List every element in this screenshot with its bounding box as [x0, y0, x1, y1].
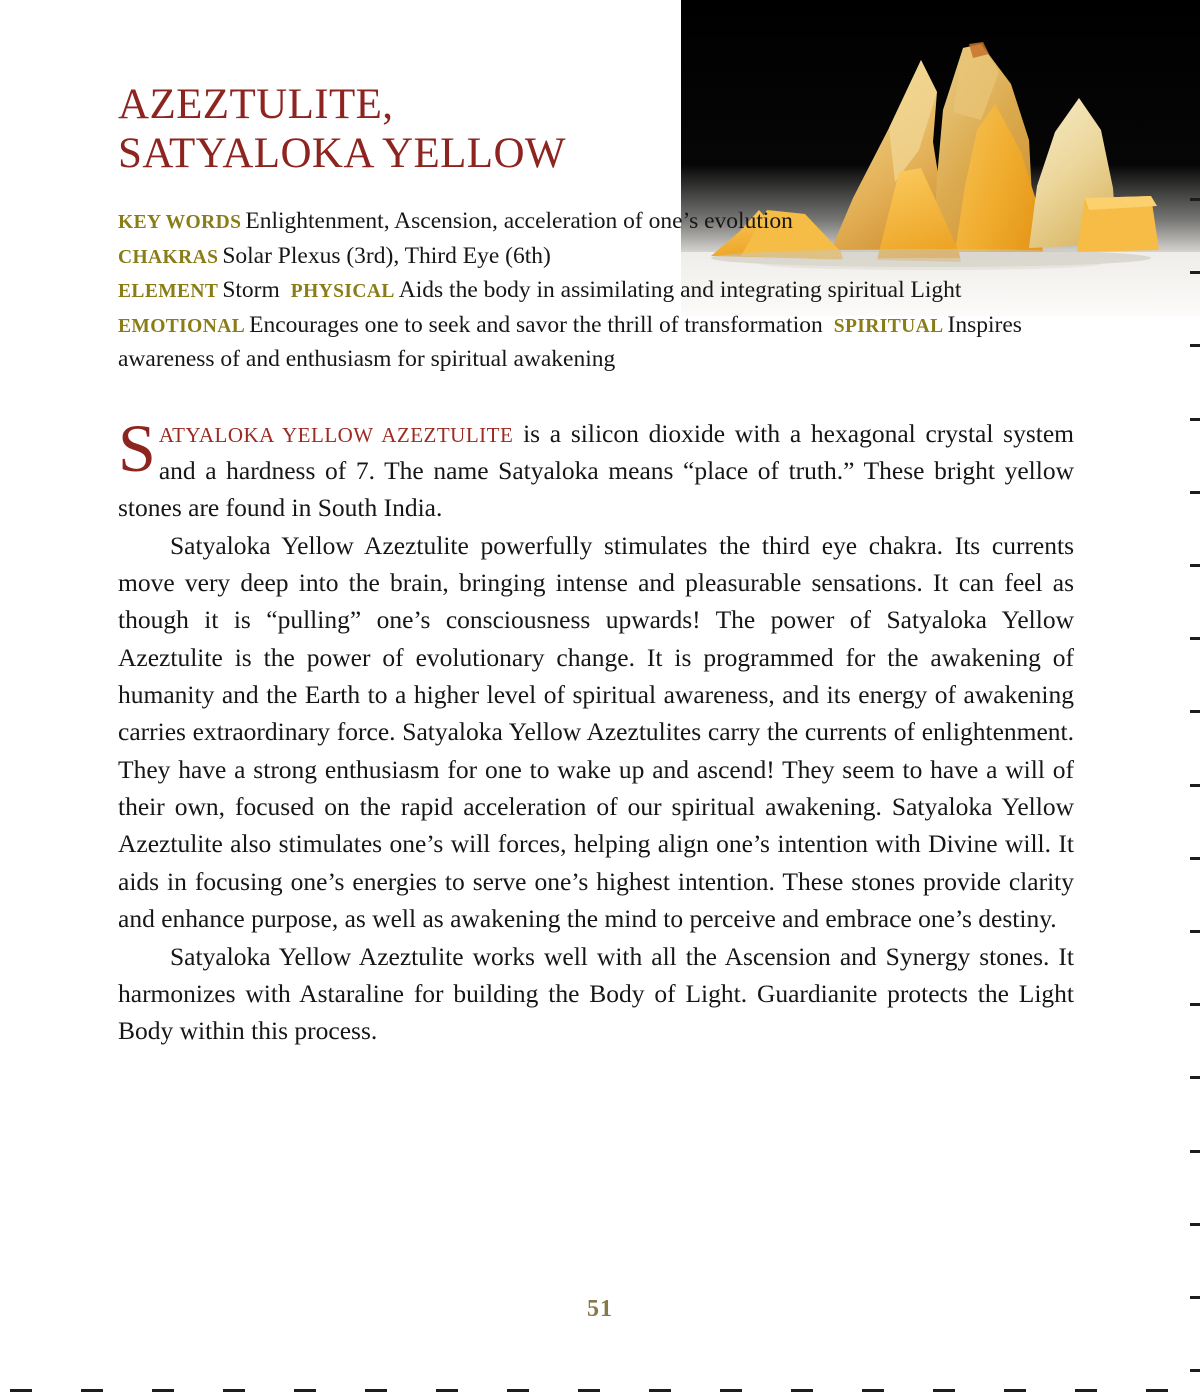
page-edge-tick-right — [1190, 344, 1200, 347]
page-edge-tick-bottom — [223, 1389, 245, 1392]
page-edge-tick-bottom — [791, 1389, 813, 1392]
page-edge-tick-right — [1190, 418, 1200, 421]
page-edge-tick-right — [1190, 1369, 1200, 1372]
page-edge-tick-right — [1190, 857, 1200, 860]
page-edge-tick-bottom — [933, 1389, 955, 1392]
attribute-value-element: Storm — [222, 277, 280, 304]
page-edge-tick-right — [1190, 271, 1200, 274]
page-title-line-1: AZEZTULITE, — [118, 81, 394, 128]
page-edge-tick-right — [1190, 1003, 1200, 1006]
page-edge-tick-right — [1190, 198, 1200, 201]
page-edge-tick-bottom — [649, 1389, 671, 1392]
attribute-value-physical: Aids the body in assimilating and integrating spiritual Light — [398, 277, 962, 304]
attribute-label-spiritual: SPIRITUAL — [833, 315, 944, 337]
attributes-block — [118, 204, 1038, 377]
page-edge-tick-right — [1190, 1076, 1200, 1079]
page-edge-tick-right — [1190, 710, 1200, 713]
lead-small-caps-phrase: ATYALOKA YELLOW AZEZTULITE — [158, 422, 514, 447]
attribute-label-physical: PHYSICAL — [290, 281, 395, 303]
page-edge-tick-right — [1190, 1223, 1200, 1226]
page-edge-tick-right — [1190, 564, 1200, 567]
drop-cap-letter: S — [118, 409, 156, 486]
page-edge-tick-right — [1190, 1150, 1200, 1153]
page-edge-tick-right — [1190, 930, 1200, 933]
attribute-label-emotional: EMOTIONAL — [118, 315, 246, 337]
attribute-value-spiritual: Inspires awareness of and enthusiasm for spiritual awakening — [118, 311, 1022, 373]
page-edge-tick-right — [1190, 784, 1200, 787]
page-edge-tick-bottom — [720, 1389, 742, 1392]
attribute-label-element: ELEMENT — [118, 281, 219, 303]
page-edge-tick-bottom — [862, 1389, 884, 1392]
attribute-value-key-words: Enlightenment, Ascension, acceleration of one’s evolution — [245, 208, 793, 235]
page-edge-tick-right — [1190, 637, 1200, 640]
attribute-value-chakras: Solar Plexus (3rd), Third Eye (6th) — [222, 242, 551, 269]
page-edge-tick-bottom — [507, 1389, 529, 1392]
page-edge-tick-right — [1190, 1296, 1200, 1299]
attribute-label-chakras: CHAKRAS — [118, 246, 219, 268]
page-edge-tick-right — [1190, 491, 1200, 494]
attribute-value-emotional: Encourages one to seek and savor the thrill of transformation — [249, 311, 823, 338]
attribute-label-key-words: KEY WORDS — [118, 212, 242, 234]
page-edge-tick-bottom — [10, 1389, 32, 1392]
page-edge-tick-bottom — [294, 1389, 316, 1392]
page-edge-tick-bottom — [436, 1389, 458, 1392]
body-paragraph-lead — [118, 409, 1074, 527]
page-number: 51 — [587, 1296, 613, 1322]
body-paragraph-3: Satyaloka Yellow Azeztulite works well with all the Ascension and Synergy stones. It harmonizes with Astaraline for building the Body of Light. Guardianite protects the Light Body within this process. — [118, 941, 1074, 1046]
page-edge-tick-bottom — [1075, 1389, 1097, 1392]
page-text-column — [118, 80, 1074, 1050]
lead-paragraph-rest: is a silicon dioxide with a hexagonal crystal system and a hardness of 7. The name Satyaloka means “place of truth.” These bright yellow stones are found in South India. — [118, 418, 1074, 523]
page-edge-tick-bottom — [1146, 1389, 1168, 1392]
page-edge-tick-bottom — [578, 1389, 600, 1392]
page-edge-tick-bottom — [365, 1389, 387, 1392]
page-title — [118, 80, 658, 178]
body-paragraph-2: Satyaloka Yellow Azeztulite powerfully stimulates the third eye chakra. Its currents move very deep into the brain, bringing intense and pleasurable sensations. It can feel as though it is “pulling” one’s consciousness upwards! The power of Satyaloka Yellow Azeztulite is the power of evolutionary change. It is programmed for the awakening of humanity and the Earth to a higher level of spiritual awareness, and its energy of awakening carries extraordinary force. Satyaloka Yellow Azeztulites carry the currents of enlightenment. They have a strong enthusiasm for one to wake up and ascend! They seem to have a will of their own, focused on the rapid acceleration of our spiritual awakening. Satyaloka Yellow Azeztulite also stimulates one’s will forces, helping align one’s intention with Divine will. It aids in focusing one’s energies to serve one’s highest intention. These stones provide clarity and enhance purpose, as well as awakening the mind to perceive and embrace one’s destiny. — [118, 530, 1074, 934]
page-edge-tick-bottom — [81, 1389, 103, 1392]
page-edge-tick-bottom — [1004, 1389, 1026, 1392]
page-title-line-2: SATYALOKA YELLOW — [118, 130, 566, 178]
page-edge-tick-bottom — [152, 1389, 174, 1392]
